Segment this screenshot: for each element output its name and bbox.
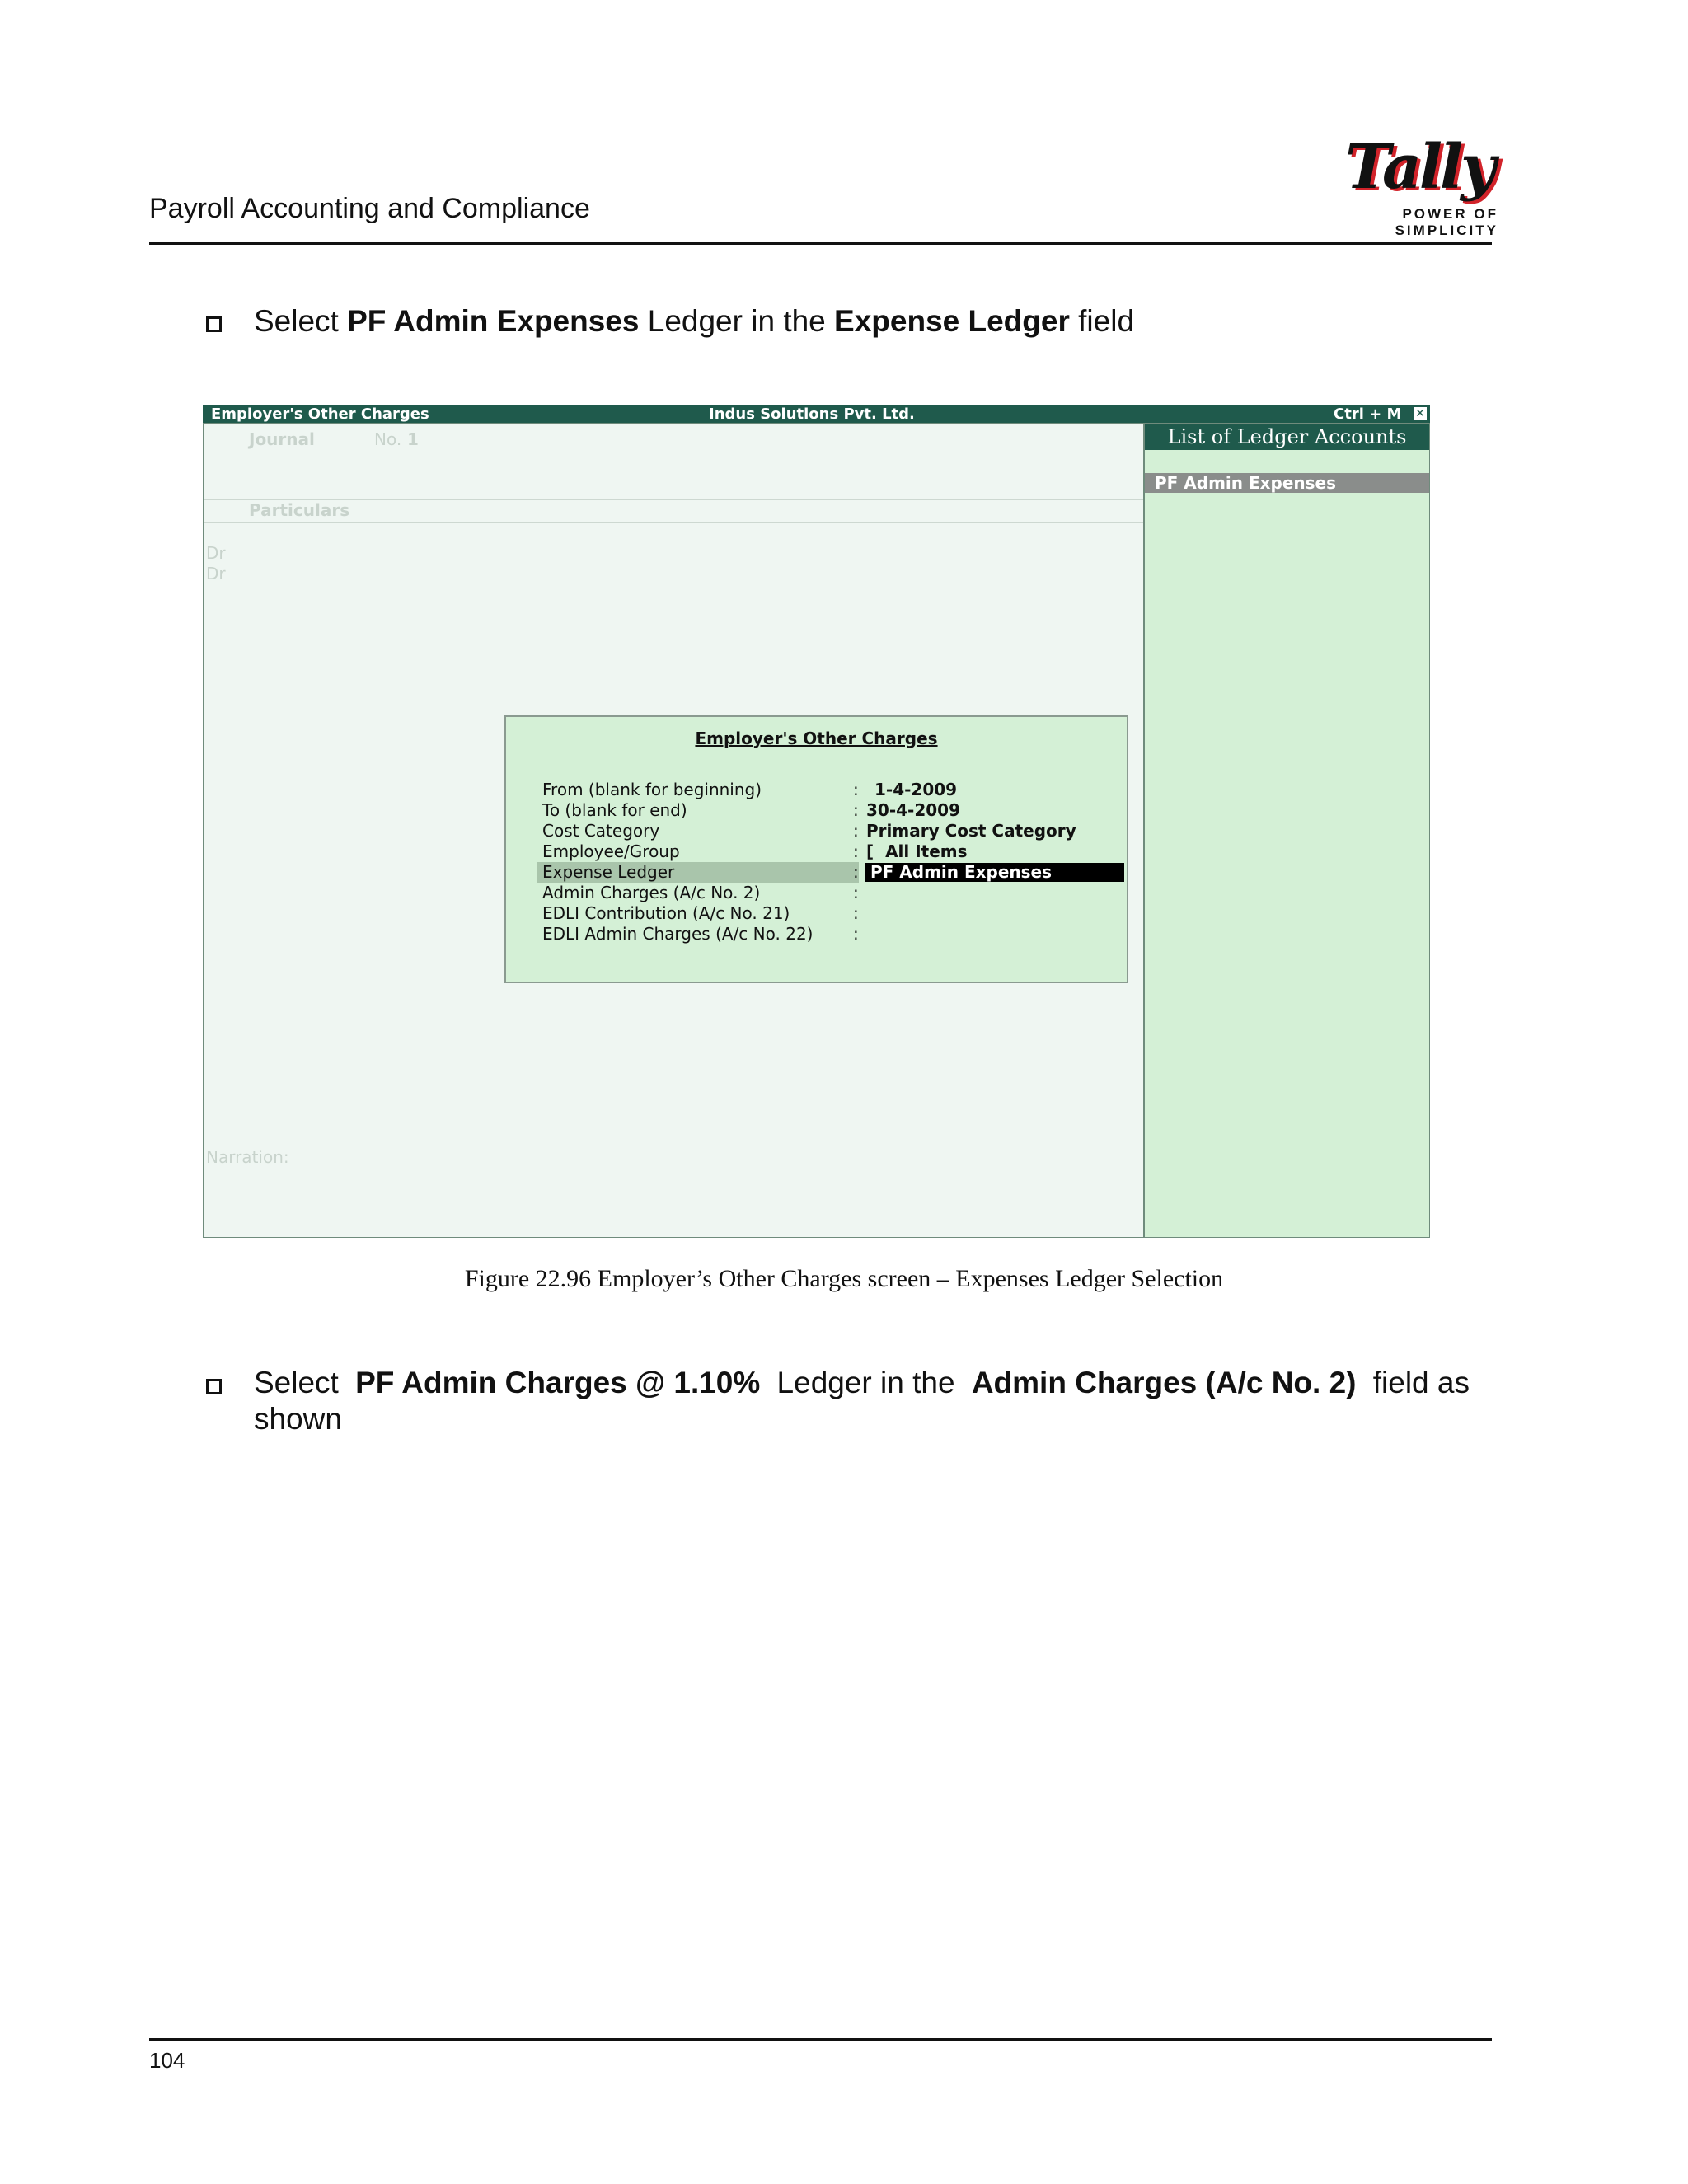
company-name: Indus Solutions Pvt. Ltd. xyxy=(709,405,915,423)
voucher-no-label: No. xyxy=(374,429,402,449)
list-item[interactable]: PF Admin Expenses xyxy=(1145,473,1429,493)
field-label: EDLI Contribution (A/c No. 21) xyxy=(542,903,790,923)
field-label: To (blank for end) xyxy=(542,800,687,820)
field-label: EDLI Admin Charges (A/c No. 22) xyxy=(542,924,814,944)
step-2-text: Select PF Admin Charges @ 1.10% Ledger in the Admin Charges (A/c No. 2) field as shown xyxy=(254,1366,1470,1436)
divider xyxy=(204,522,1143,523)
field-expense-ledger[interactable] xyxy=(506,862,1127,883)
dr-label: Dr xyxy=(206,564,226,583)
field-label: Cost Category xyxy=(542,821,660,841)
header-rule xyxy=(149,242,1492,245)
field-colon: : xyxy=(853,780,859,799)
field-cost-category[interactable] xyxy=(506,821,1127,841)
bullet-icon xyxy=(206,316,222,332)
voucher-type: Journal xyxy=(249,429,315,449)
field-colon: : xyxy=(853,821,859,841)
shortcut-label: Ctrl + M xyxy=(1334,405,1402,423)
voucher-no-value: 1 xyxy=(407,429,419,449)
field-label: From (blank for beginning) xyxy=(542,780,762,799)
figure-caption: Figure 22.96 Employer’s Other Charges screen – Expenses Ledger Selection xyxy=(464,1265,1224,1292)
field-colon: : xyxy=(853,841,859,861)
close-icon[interactable]: ✕ xyxy=(1414,407,1427,420)
field-admin-charges[interactable] xyxy=(506,883,1127,903)
window-title: Employer's Other Charges xyxy=(211,405,429,423)
field-label: Employee/Group xyxy=(542,841,680,861)
field-to[interactable] xyxy=(506,800,1127,821)
field-value[interactable]: 30-4-2009 xyxy=(866,800,961,820)
logo-wordmark: Tally xyxy=(1345,132,1494,203)
field-value[interactable]: [ All Items xyxy=(866,841,968,861)
employer-other-charges-dialog xyxy=(504,715,1128,983)
field-employee-group[interactable] xyxy=(506,841,1127,862)
field-colon: : xyxy=(853,924,859,944)
field-colon: : xyxy=(853,862,859,882)
dr-label: Dr xyxy=(206,543,226,563)
footer-rule xyxy=(149,2038,1492,2041)
dialog-title: Employer's Other Charges xyxy=(695,729,938,748)
page-number: 104 xyxy=(149,2048,185,2073)
tally-screenshot xyxy=(203,405,1430,1238)
particulars-header: Particulars xyxy=(249,500,350,520)
field-colon: : xyxy=(853,883,859,902)
bullet-icon xyxy=(206,1379,222,1394)
ledger-list-panel xyxy=(1144,423,1430,1238)
window-titlebar xyxy=(203,405,1430,423)
field-label: Expense Ledger xyxy=(537,862,859,883)
page-header-title: Payroll Accounting and Compliance xyxy=(149,193,590,224)
field-edli-contribution[interactable] xyxy=(506,903,1127,924)
logo-tagline: POWER OF SIMPLICITY xyxy=(1395,206,1498,238)
tally-logo xyxy=(1307,132,1498,238)
field-label: Admin Charges (A/c No. 2) xyxy=(542,883,761,902)
ledger-list-title: List of Ledger Accounts xyxy=(1145,424,1429,450)
field-value[interactable]: Primary Cost Category xyxy=(866,821,1076,841)
step-1-text: Select PF Admin Expenses Ledger in the Expense Ledger field xyxy=(254,304,1135,338)
field-colon: : xyxy=(853,903,859,923)
field-edli-admin-charges[interactable] xyxy=(506,924,1127,944)
field-value[interactable]: 1-4-2009 xyxy=(874,780,958,799)
voucher-pane xyxy=(203,423,1144,1238)
field-colon: : xyxy=(853,800,859,820)
narration-label: Narration: xyxy=(206,1147,289,1167)
expense-ledger-input[interactable]: PF Admin Expenses xyxy=(865,863,1124,882)
field-from[interactable] xyxy=(506,780,1127,800)
